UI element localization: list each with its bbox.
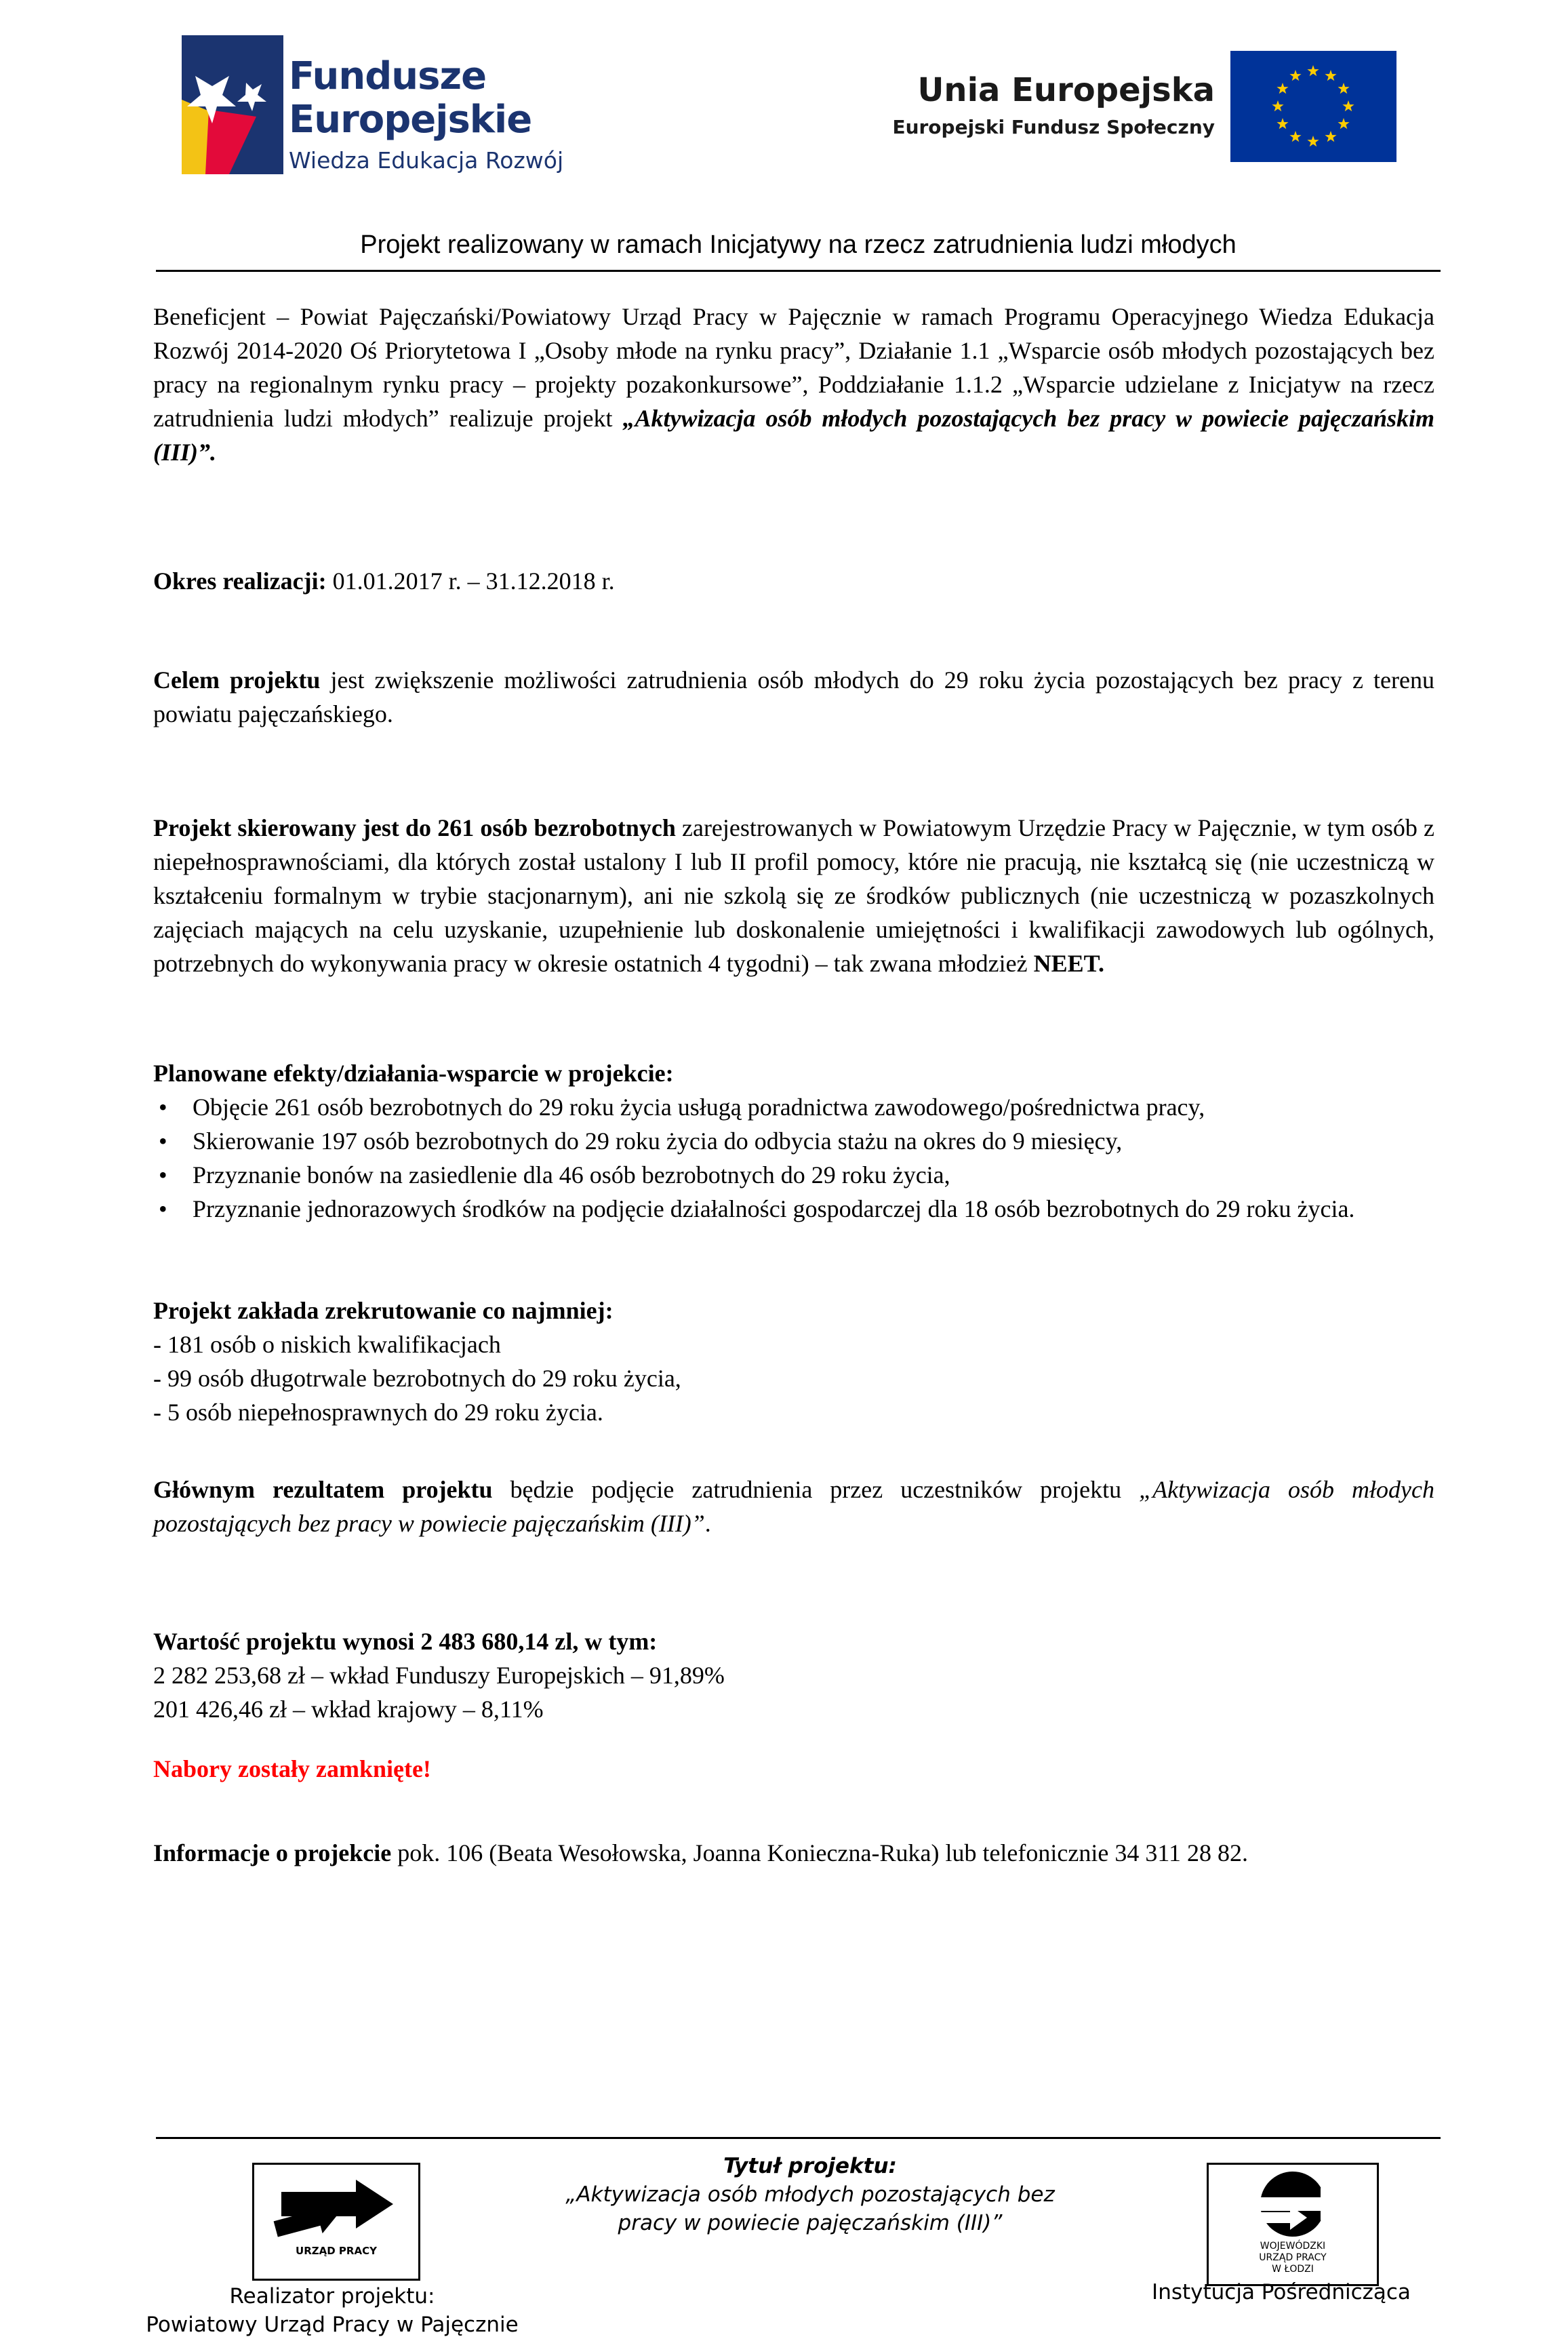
- goal-label: Celem projektu: [153, 666, 321, 694]
- list-item: - 5 osób niepełnosprawnych do 29 roku życia.: [153, 1399, 603, 1426]
- realizator-name: Powiatowy Urząd Pracy w Pajęcznie: [146, 2313, 519, 2337]
- header-divider: [156, 270, 1441, 272]
- info-paragraph: [153, 1836, 1434, 1870]
- list-item: • Skierowanie 197 osób bezrobotnych do 29 roku życia do odbycia stażu na okres do 9 miesięcy,: [153, 1124, 1434, 1158]
- result-paragraph: [153, 1473, 1434, 1540]
- fe-logo-line1: Fundusze: [289, 54, 487, 98]
- unia-europejska-logo: [892, 51, 1396, 153]
- goal-text: jest zwiększenie możliwości zatrudnienia osób młodych do 29 roku życia pozostających bez pracy z terenu powiatu pajęczańskiego.: [153, 666, 1434, 727]
- fundusze-europejskie-logo: [182, 35, 616, 178]
- target-label: Projekt skierowany jest do 261 osób bezrobotnych: [153, 814, 676, 841]
- urzad-pracy-logo: [252, 2163, 420, 2281]
- intro-project-name: „Aktywizacja osób młodych pozostających bez pracy w powiecie pajęczańskim (III)”.: [153, 405, 1435, 466]
- target-paragraph: [153, 811, 1434, 980]
- footer-divider: [156, 2137, 1441, 2139]
- result-project-name: „Aktywizacja osób młodych pozostających bez pracy w powiecie pajęczańskim (III)”: [153, 1476, 1434, 1537]
- result-text: będzie podjęcie zatrudnienia przez uczestników projektu: [492, 1476, 1140, 1503]
- eu-flag-icon: [1230, 51, 1396, 162]
- recruitment-heading-text: Projekt zakłada zrekrutowanie co najmniej:: [153, 1297, 614, 1324]
- main-content: [153, 300, 1434, 1870]
- value-line-2: 201 426,46 zł – wkład krajowy – 8,11%: [153, 1696, 544, 1723]
- intro-text: Beneficjent – Powiat Pajęczański/Powiatowy Urząd Pracy w Pajęcznie w ramach Programu Operacyjnego Wiedza Edukacja Rozwój 2014-2020 Oś Priorytetowa I „Osoby młode na rynku pracy”, Działanie 1.1 „Wsparcie osób młodych pozostających bez pracy na regionalnym rynku pracy – projekty pozakonkursowe”, Poddziałanie 1.1.2 „Wsparcie udzielane z Inicjatyw na rzecz zatrudnienia ludzi młodych” realizuje projekt: [153, 303, 1434, 432]
- wup-lodz-logo: [1207, 2163, 1379, 2286]
- intro-paragraph: [153, 300, 1434, 469]
- footer-title-label: Tytuł projektu:: [723, 2154, 897, 2178]
- list-item: • Przyznanie jednorazowych środków na podjęcie działalności gospodarczej dla 18 osób bezrobotnych do 29 roku życia.: [153, 1192, 1434, 1226]
- fe-logo-line3: Wiedza Edukacja Rozwój: [289, 147, 564, 174]
- wup-arrows-icon: [1209, 2165, 1377, 2239]
- wup-caption-line3: W ŁODZI: [1272, 2264, 1314, 2275]
- urzad-pracy-caption: URZĄD PRACY: [296, 2245, 377, 2257]
- footer-project-title: [529, 2152, 1091, 2237]
- list-item: • Objęcie 261 osób bezrobotnych do 29 roku życia usługą poradnictwa zawodowego/pośrednictwa pracy,: [153, 1090, 1434, 1124]
- ue-logo-line1: Unia Europejska: [917, 71, 1215, 109]
- value-heading-text: Wartość projektu wynosi 2 483 680,14 zl, w tym:: [153, 1628, 658, 1655]
- result-label: Głównym rezultatem projektu: [153, 1476, 493, 1503]
- closed-notice: Nabory zostały zamknięte!: [153, 1755, 431, 1782]
- period-paragraph: [153, 564, 1434, 598]
- list-item: - 99 osób długotrwale bezrobotnych do 29 roku życia,: [153, 1365, 681, 1392]
- effects-heading: [153, 1056, 1434, 1090]
- recruitment-heading: [153, 1294, 1434, 1327]
- info-label: Informacje o projekcie: [153, 1839, 392, 1866]
- goal-paragraph: [153, 663, 1434, 731]
- header-title: Projekt realizowany w ramach Inicjatywy na rzecz zatrudnienia ludzi młodych: [360, 231, 1237, 259]
- info-text: pok. 106 (Beata Wesołowska, Joanna Konieczna-Ruka) lub telefonicznie 34 311 28 82.: [391, 1839, 1248, 1866]
- ue-logo-line2: Europejski Fundusz Społeczny: [892, 116, 1215, 138]
- target-neet: NEET.: [1033, 950, 1104, 977]
- wup-caption: [1209, 2241, 1377, 2275]
- list-item: • Przyznanie bonów na zasiedlenie dla 46 osób bezrobotnych do 29 roku życia,: [153, 1158, 1434, 1192]
- result-end: .: [704, 1510, 711, 1537]
- fe-flag-icon: [182, 35, 283, 174]
- fe-logo-line2: Europejskie: [289, 98, 532, 142]
- footer-title-line1: „Aktywizacja osób młodych pozostających bez: [565, 2182, 1055, 2207]
- value-line-1: 2 282 253,68 zł – wkład Funduszy Europejskich – 91,89%: [153, 1662, 725, 1689]
- value-heading: [153, 1624, 1434, 1658]
- period-label: Okres realizacji:: [153, 567, 327, 595]
- wup-caption-line1: WOJEWÓDZKI: [1260, 2241, 1326, 2252]
- effects-heading-text: Planowane efekty/działania-wsparcie w projekcie:: [153, 1060, 674, 1087]
- wup-caption-line2: URZĄD PRACY: [1259, 2252, 1327, 2263]
- list-item: - 181 osób o niskich kwalifikacjach: [153, 1331, 501, 1358]
- footer-title-line2: pracy w powiecie pajęczańskim (III)”: [618, 2211, 1003, 2235]
- realizator-label: Realizator projektu:: [229, 2284, 435, 2308]
- effects-list: [153, 1090, 1434, 1226]
- urzad-pracy-arrows-icon: [254, 2165, 418, 2279]
- target-text: zarejestrowanych w Powiatowym Urzędzie Pracy w Pajęcznie, w tym osób z niepełnosprawnościami, dla których został ustalony I lub II profil pomocy, które nie pracują, nie kształcą się (nie uczestniczą w kształceniu formalnym w trybie stacjonarnym), ani nie szkolą się ze środków publicznych (nie uczestniczą w pozaszkolnych zajęciach mających na celu uzyskanie, uzupełnienie lub doskonalenie umiejętności i kwalifikacji zawodowych lub ogólnych, potrzebnych do wykonywania pracy w okresie ostatnich 4 tygodni) – tak zwana młodzież: [153, 814, 1434, 977]
- period-value: 01.01.2017 r. – 31.12.2018 r.: [326, 567, 615, 595]
- institution-label: Instytucja Pośrednicząca: [1152, 2280, 1411, 2304]
